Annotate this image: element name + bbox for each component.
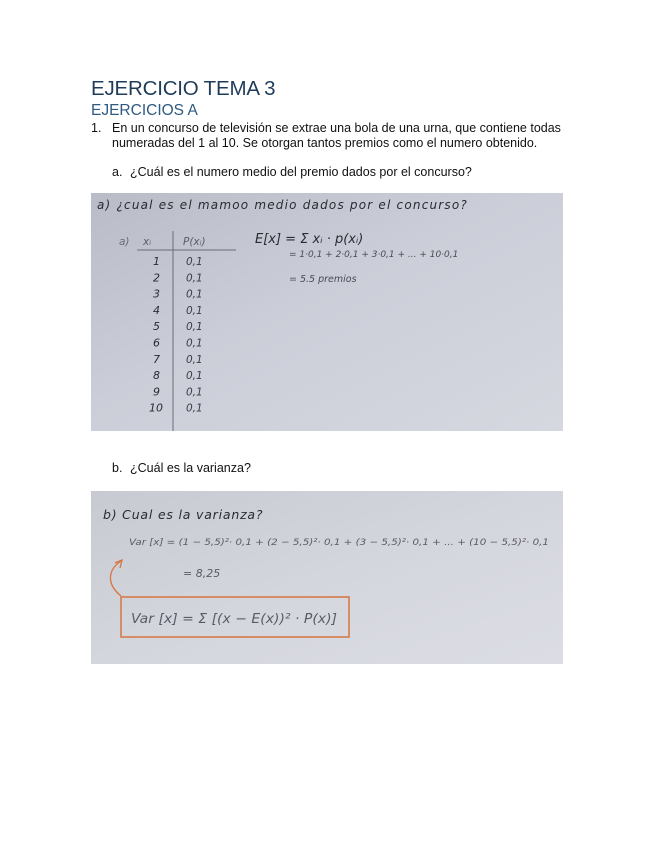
- table-cell-x: 4: [153, 303, 160, 317]
- table-cell-p: 0,1: [186, 370, 203, 383]
- table-cell-x: 2: [153, 271, 160, 285]
- table-cell-p: 0,1: [186, 304, 203, 317]
- table-cell-x: 3: [153, 287, 160, 301]
- column-p-header: P(xᵢ): [183, 236, 206, 248]
- photo-part-a: [91, 193, 563, 431]
- variance-expansion: Var [x] = (1 − 5,5)²· 0,1 + (2 − 5,5)²· 0,1 + (3 − 5,5)²· 0,1 + ... + (10 − 5,5)²· 0,1: [129, 537, 549, 548]
- part-b-letter: b.: [112, 461, 123, 475]
- question-text: En un concurso de televisión se extrae una bola de una urna, que contiene todas numeradas del 1 al 10. Se otorgan tantos premios como el numero obtenido.: [112, 121, 561, 150]
- table-cell-p: 0,1: [186, 272, 203, 285]
- photo-part-b: [91, 491, 563, 664]
- part-b-question: [112, 461, 251, 475]
- table-cell-p: 0,1: [186, 256, 203, 268]
- part-a-question: [112, 165, 472, 179]
- variance-formula: Var [x] = Σ [(x − E(x))² · P(x)]: [131, 611, 337, 627]
- table-cell-p: 0,1: [186, 321, 203, 334]
- table-cell-x: 7: [153, 352, 160, 366]
- expected-value-formula: E[x] = Σ xᵢ · p(xᵢ): [255, 232, 364, 247]
- table-cell-x: 5: [153, 320, 160, 334]
- variance-result: = 8,25: [183, 567, 221, 580]
- table-cell-x: 10: [149, 401, 163, 415]
- expected-value-result: = 5.5 premios: [289, 274, 357, 285]
- expected-value-expansion: = 1·0,1 + 2·0,1 + 3·0,1 + ... + 10·0,1: [289, 250, 459, 260]
- part-a-text: ¿Cuál es el numero medio del premio dados por el concurso?: [130, 165, 472, 179]
- question-1: [91, 121, 581, 151]
- table-cell-p: 0,1: [186, 386, 203, 399]
- table-cell-p: 0,1: [186, 288, 203, 301]
- column-x-header: xᵢ: [143, 236, 152, 248]
- table-cell-p: 0,1: [186, 402, 203, 415]
- table-cell-x: 6: [153, 336, 160, 350]
- table-cell-x: 8: [153, 369, 160, 383]
- part-b-text: ¿Cuál es la varianza?: [130, 461, 251, 475]
- table-label: a): [119, 236, 130, 248]
- table-cell-p: 0,1: [186, 337, 203, 350]
- table-cell-x: 1: [153, 255, 160, 268]
- page-subtitle: EJERCICIOS A: [91, 102, 198, 119]
- paper-background: [91, 193, 563, 431]
- part-a-letter: a.: [112, 165, 123, 179]
- handwritten-heading-b: b) Cual es la varianza?: [103, 507, 264, 522]
- question-number: 1.: [91, 121, 102, 135]
- table-cell-p: 0,1: [186, 353, 203, 366]
- handwritten-heading-a: a) ¿cual es el mamoo medio dados por el concurso?: [97, 198, 468, 212]
- page-title: EJERCICIO TEMA 3: [91, 77, 276, 100]
- table-cell-x: 9: [153, 385, 160, 399]
